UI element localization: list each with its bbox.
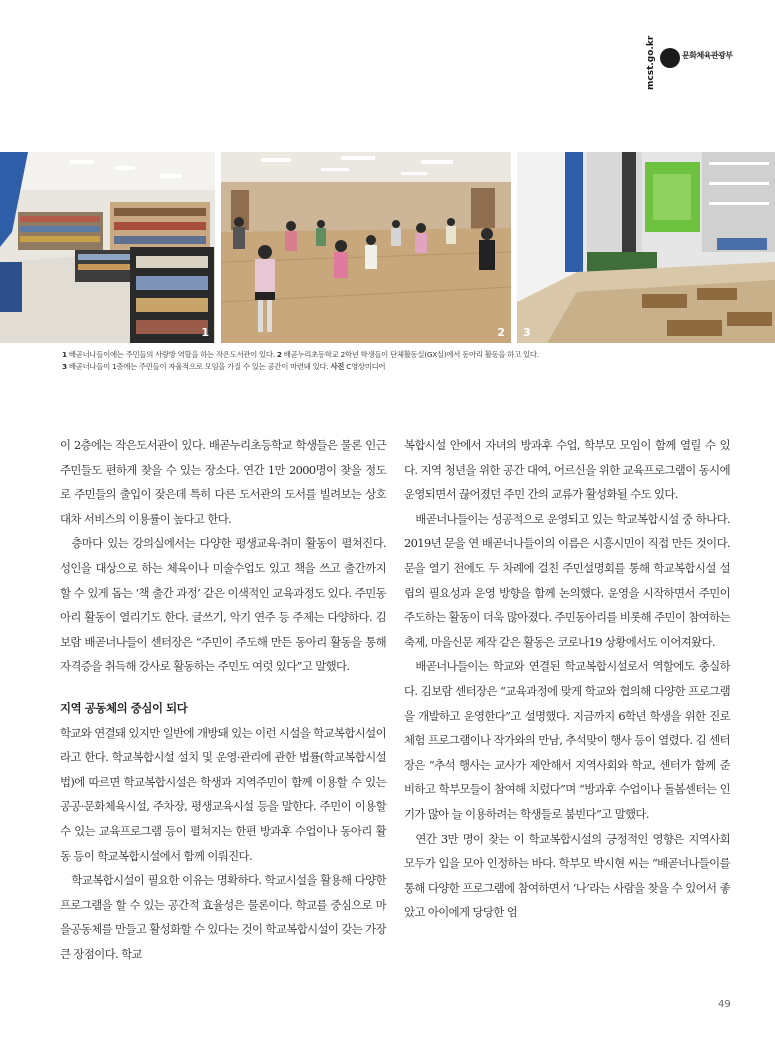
- photo-lobby: [517, 152, 775, 343]
- paragraph: 이 2층에는 작은도서관이 있다. 배곧누리초등학교 학생들은 물론 인근 주민들도 편하게 찾을 수 있는 장소다. 연간 1만 2000명이 찾을 정도로 주민들의 출입이 잦은데 특히 다른 도서관의 도서를 빌려보는 상호대차 서비스의 이용률이 높다고 한다.: [60, 438, 386, 526]
- caption-number: 1: [62, 350, 67, 359]
- brand-logo-icon: [660, 48, 680, 68]
- photo-number: 2: [497, 326, 505, 339]
- caption-number: 3: [62, 362, 67, 371]
- photo-number: 3: [523, 326, 531, 339]
- photo-credit-label: 사진: [330, 362, 345, 371]
- brand-org: 문화체육관광부: [682, 51, 733, 60]
- paragraph: 학교와 연결돼 있지만 일반에 개방돼 있는 이런 시설을 학교복합시설이라고 한다. 학교복합시설 설치 및 운영·관리에 관한 법률(학교복합시설법)에 따르면 학교복합시설은 학생과 지역주민이 함께 이용할 수 있는 공공·문화체육시설, 주차장, 평생교육시설 등을 말한다. 주민이 이용할 수 있는 교육프로그램 등이 펼쳐지는 한편 방과후 수업이나 동아리 활동 등이 학교복합시설에서 함께 이뤄진다.: [60, 725, 386, 863]
- photo-activity-room: [221, 152, 511, 343]
- section-heading: 지역 공동체의 중심이 되다: [60, 700, 188, 715]
- paragraph: 배곧너나들이는 성공적으로 운영되고 있는 학교복합시설 중 하나다. 2019년 문을 연 배곧너나들이의 이름은 시흥시민이 직접 만든 것이다. 문을 열기 전에도 두 차례에 걸친 주민설명회를 통해 학교복합시설 설립의 필요성과 운영 방향을 함께 논의했다. 운영을 시작하면서 주민이 주도하는 활동이 더욱 많아졌다. 주민동아리를 비롯해 주민이 참여하는 축제, 마을신문 제작 같은 활동은 코로나19 상황에서도 이어져왔다.: [404, 511, 730, 649]
- article-column-right: [404, 433, 730, 925]
- paragraph: 연간 3만 명이 찾는 이 학교복합시설의 긍정적인 영향은 지역사회 모두가 입을 모아 인정하는 바다. 학부모 박시현 씨는 “배곧너나들이를 통해 다양한 프로그램에 참여하면서 ‘나’라는 사람을 찾을 수 있어서 좋았고 아이에게 당당한 엄: [404, 831, 730, 920]
- paragraph: 배곧너나들이는 학교와 연결된 학교복합시설로서 역할에도 충실하다. 김보람 센터장은 “교육과정에 맞게 학교와 협의해 다양한 프로그램을 개발하고 운영한다”고 설명했다. 지금까지 6학년 학생을 위한 진로체험 프로그램이나 작가와의 만남, 추석맞이 행사 등이 열렸다. 김 센터장은 “추석 행사는 교사가 제안해서 지역사회와 학교, 센터가 함께 준비하고 학부모들이 참여해 치렀다”며 “방과후 수업이나 돌봄센터는 인기가 많아 늘 이용하려는 학생들로 붐빈다”고 말했다.: [404, 659, 730, 821]
- photo-caption: [62, 349, 752, 373]
- brand-mark: [646, 35, 754, 92]
- caption-text: 배곧누리초등학교 2학년 학생들이 단체활동실(GX실)에서 동아리 활동을 하고 있다.: [283, 350, 539, 359]
- paragraph: 층마다 있는 강의실에서는 다양한 평생교육·취미 활동이 펼쳐진다. 성인을 대상으로 하는 체육이나 미술수업도 있고 책을 쓰고 출간까지 할 수 있게 돕는 ‘책 출간 과정’ 같은 이색적인 교육과정도 있다. 주민동아리 활동이 열리기도 한다. 글쓰기, 악기 연주 등 주제는 다양하다. 김보람 배곧너나들이 센터장은 “주민이 주도해 만든 동아리 활동을 통해 자격증을 취득해 강사로 활동하는 주민도 여럿 있다”고 말했다.: [60, 536, 386, 674]
- caption-text: 배곧너나들이 1층에는 주민들이 자율적으로 모임을 가질 수 있는 공간이 마련돼 있다.: [68, 362, 329, 371]
- photo-library: [0, 152, 215, 343]
- article-column-left: [60, 433, 386, 966]
- brand-url: mcst.go.kr: [646, 35, 656, 90]
- page-number: 49: [718, 999, 731, 1010]
- caption-number: 2: [276, 350, 282, 359]
- caption-text: 배곧너나들이에는 주민들의 사랑방 역할을 하는 작은도서관이 있다.: [68, 350, 275, 359]
- paragraph: 학교복합시설이 필요한 이유는 명확하다. 학교시설을 활용해 다양한 프로그램을 할 수 있는 공간적 효율성은 물론이다. 학교를 중심으로 마을공동체를 만들고 활성화할 수 있다는 것이 학교복합시설이 갖는 가장 큰 장점이다. 학교: [60, 873, 386, 961]
- paragraph: 복합시설 안에서 자녀의 방과후 수업, 학부모 모임이 함께 열릴 수 있다. 지역 청년을 위한 공간 대여, 어르신을 위한 교육프로그램이 동시에 운영되면서 끊어졌던 주민 간의 교류가 활성화될 수도 있다.: [404, 438, 730, 502]
- photo-credit: C영상미디어: [346, 362, 386, 371]
- photo-number: 1: [201, 326, 209, 339]
